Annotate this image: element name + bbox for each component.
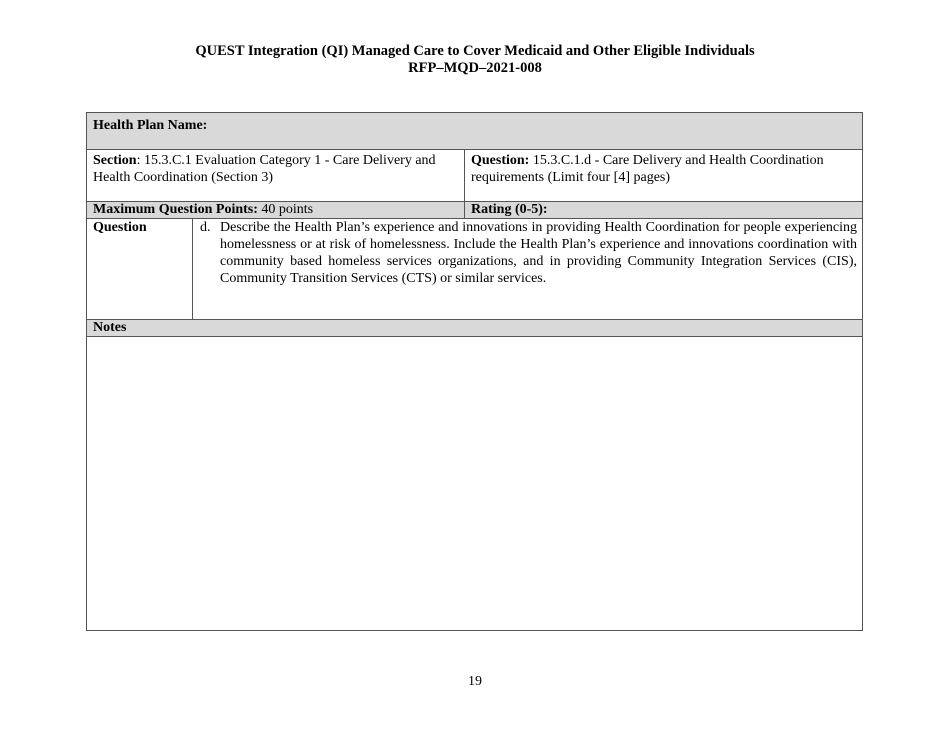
notes-label: Notes bbox=[93, 320, 127, 335]
question-text-block bbox=[200, 219, 857, 287]
question-letter: d. bbox=[200, 220, 211, 235]
document-title: QUEST Integration (QI) Managed Care to Cover Medicaid and Other Eligible Individuals bbox=[195, 43, 755, 59]
question-ref-label: Question: bbox=[471, 153, 530, 168]
question-ref-value: 15.3.C.1.d - Care Delivery and Health Coordination requirements (Limit four [4] pages) bbox=[471, 153, 824, 185]
rating-cell bbox=[465, 202, 862, 218]
max-points-cell bbox=[87, 202, 464, 218]
health-plan-name-label: Health Plan Name: bbox=[93, 118, 208, 133]
notes-header bbox=[87, 320, 862, 336]
section-label: Section bbox=[93, 153, 137, 168]
page-number: 19 bbox=[468, 674, 482, 689]
health-plan-name-row bbox=[87, 113, 862, 149]
notes-area[interactable] bbox=[87, 337, 862, 630]
evaluation-form-table bbox=[86, 112, 863, 631]
rating-label: Rating (0-5): bbox=[471, 202, 548, 217]
question-ref-cell bbox=[471, 152, 856, 186]
question-label: Question bbox=[93, 220, 147, 235]
section-cell bbox=[93, 152, 458, 186]
question-text: Describe the Health Plan’s experience and innovations in providing Health Coordination for people experiencing homelessness or at risk of homelessness. Include the Health Plan’s experience and innovations coordination with community based homeless services organizations, and in providing Community Integration Services (CIS), Community Transition Services (CTS) or similar services. bbox=[220, 220, 857, 286]
max-points-label: Maximum Question Points: bbox=[93, 202, 258, 217]
rfp-number: RFP–MQD–2021-008 bbox=[408, 60, 542, 76]
max-points-value: 40 points bbox=[257, 202, 314, 217]
section-value: : 15.3.C.1 Evaluation Category 1 - Care Delivery and Health Coordination (Section 3) bbox=[93, 153, 436, 185]
